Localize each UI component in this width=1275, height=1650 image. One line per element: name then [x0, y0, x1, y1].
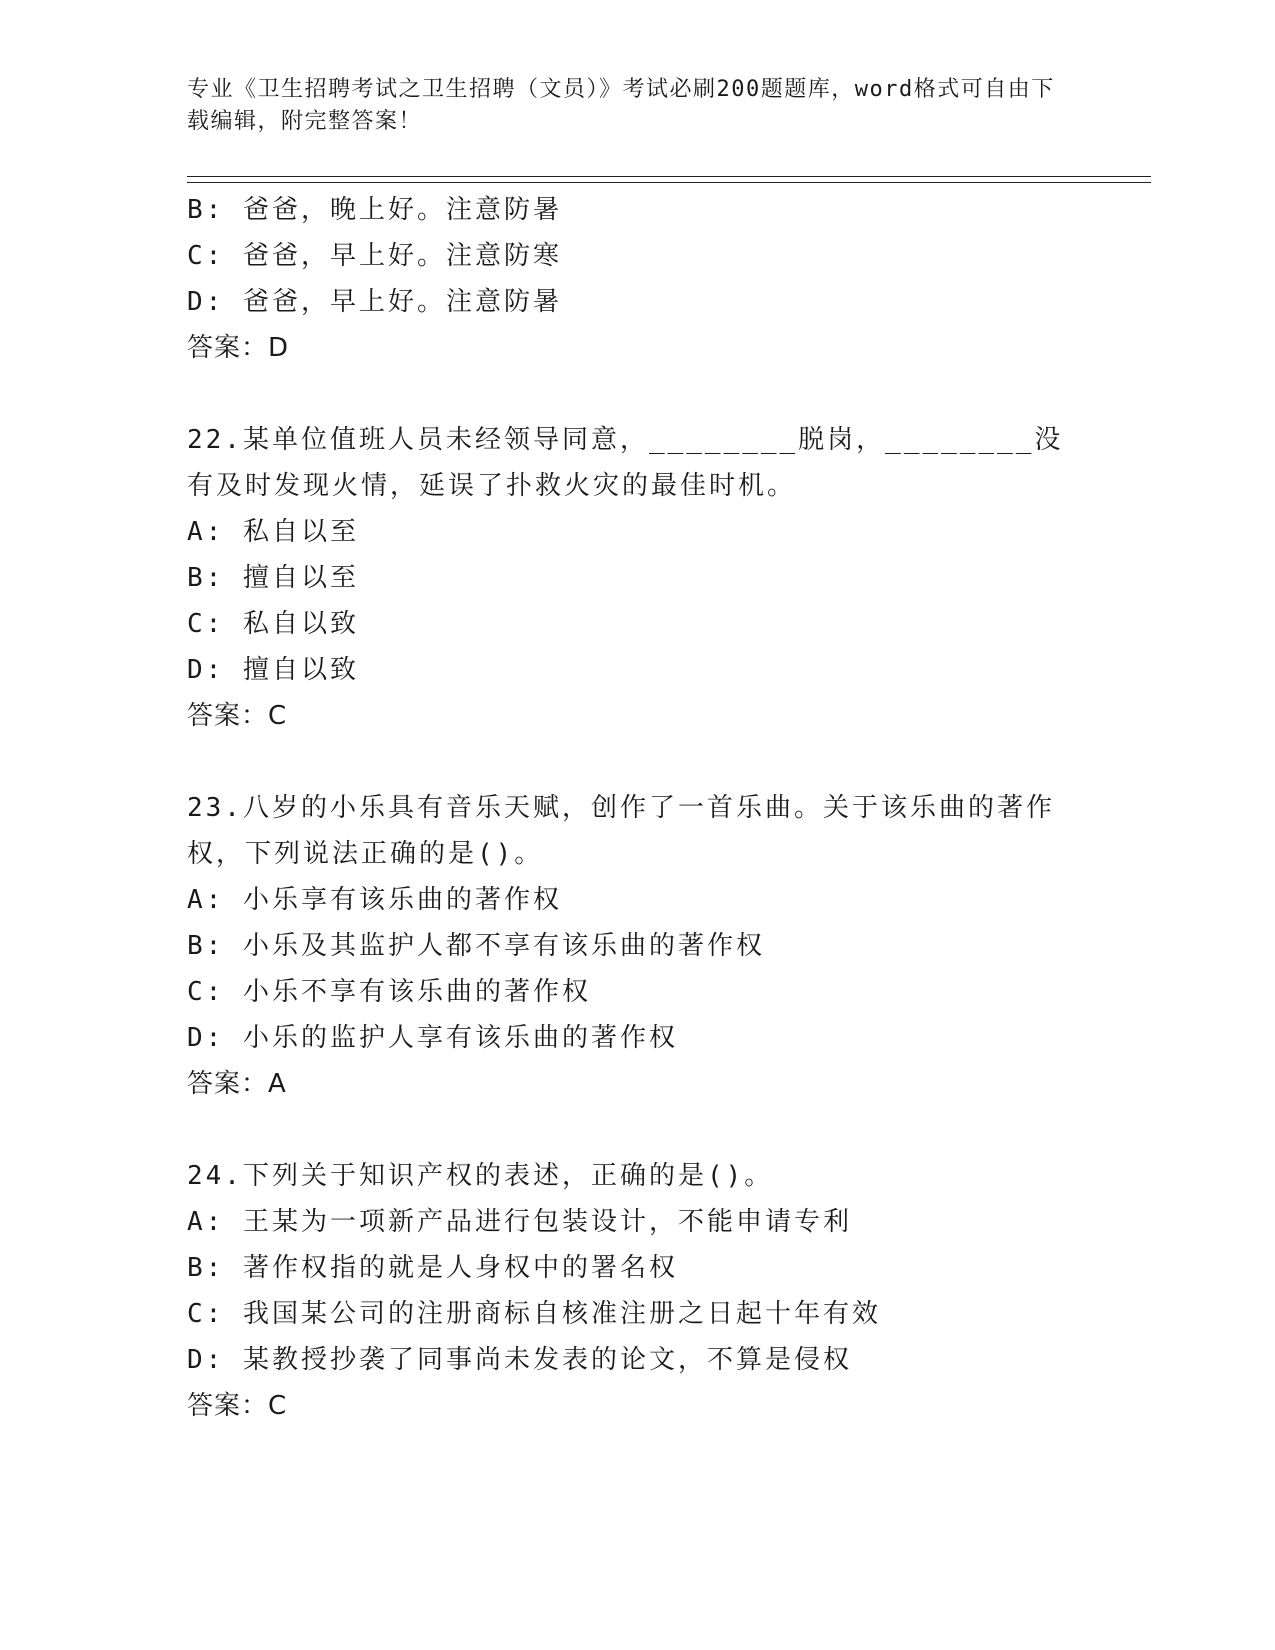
- question-block-22: [187, 417, 1087, 739]
- question-block-23: [187, 785, 1087, 1107]
- option-b: B: 著作权指的就是人身权中的署名权: [187, 1253, 678, 1283]
- question-block-21: [187, 187, 1087, 371]
- option-a: A: 王某为一项新产品进行包装设计，不能申请专利: [187, 1207, 852, 1237]
- header-divider-top: [187, 176, 1151, 177]
- option-d: D: 小乐的监护人享有该乐曲的著作权: [187, 1023, 678, 1053]
- option-a: A: 私自以至: [187, 517, 359, 547]
- option-d: D: 擅自以致: [187, 655, 359, 685]
- answer-line: 答案：D: [187, 333, 290, 363]
- option-b: B: 爸爸，晚上好。注意防暑: [187, 195, 562, 225]
- question-block-24: [187, 1153, 1087, 1429]
- option-c: C: 小乐不享有该乐曲的著作权: [187, 977, 591, 1007]
- option-a: A: 小乐享有该乐曲的著作权: [187, 885, 562, 915]
- question-text: 23.八岁的小乐具有音乐天赋，创作了一首乐曲。关于该乐曲的著作权，下列说法正确的是()。: [187, 793, 1055, 869]
- document-header: 专业《卫生招聘考试之卫生招聘（文员）》考试必刷200题题库，word格式可自由下载编辑，附完整答案！: [187, 77, 1055, 134]
- option-d: D: 爸爸，早上好。注意防暑: [187, 287, 562, 317]
- question-list: [187, 187, 1087, 1429]
- option-c: C: 我国某公司的注册商标自核准注册之日起十年有效: [187, 1299, 881, 1329]
- option-b: B: 小乐及其监护人都不享有该乐曲的著作权: [187, 931, 765, 961]
- option-b: B: 擅自以至: [187, 563, 359, 593]
- question-text: 22.某单位值班人员未经领导同意，________脱岗，________没有及时发现火情，延误了扑救火灾的最佳时机。: [187, 425, 1064, 501]
- option-c: C: 爸爸，早上好。注意防寒: [187, 241, 562, 271]
- answer-line: 答案：C: [187, 701, 288, 731]
- header-divider-bottom: [187, 182, 1151, 183]
- answer-line: 答案：C: [187, 1391, 288, 1421]
- option-c: C: 私自以致: [187, 609, 359, 639]
- question-text: 24.下列关于知识产权的表述，正确的是()。: [187, 1161, 774, 1191]
- answer-line: 答案：A: [187, 1069, 287, 1099]
- option-d: D: 某教授抄袭了同事尚未发表的论文，不算是侵权: [187, 1345, 852, 1375]
